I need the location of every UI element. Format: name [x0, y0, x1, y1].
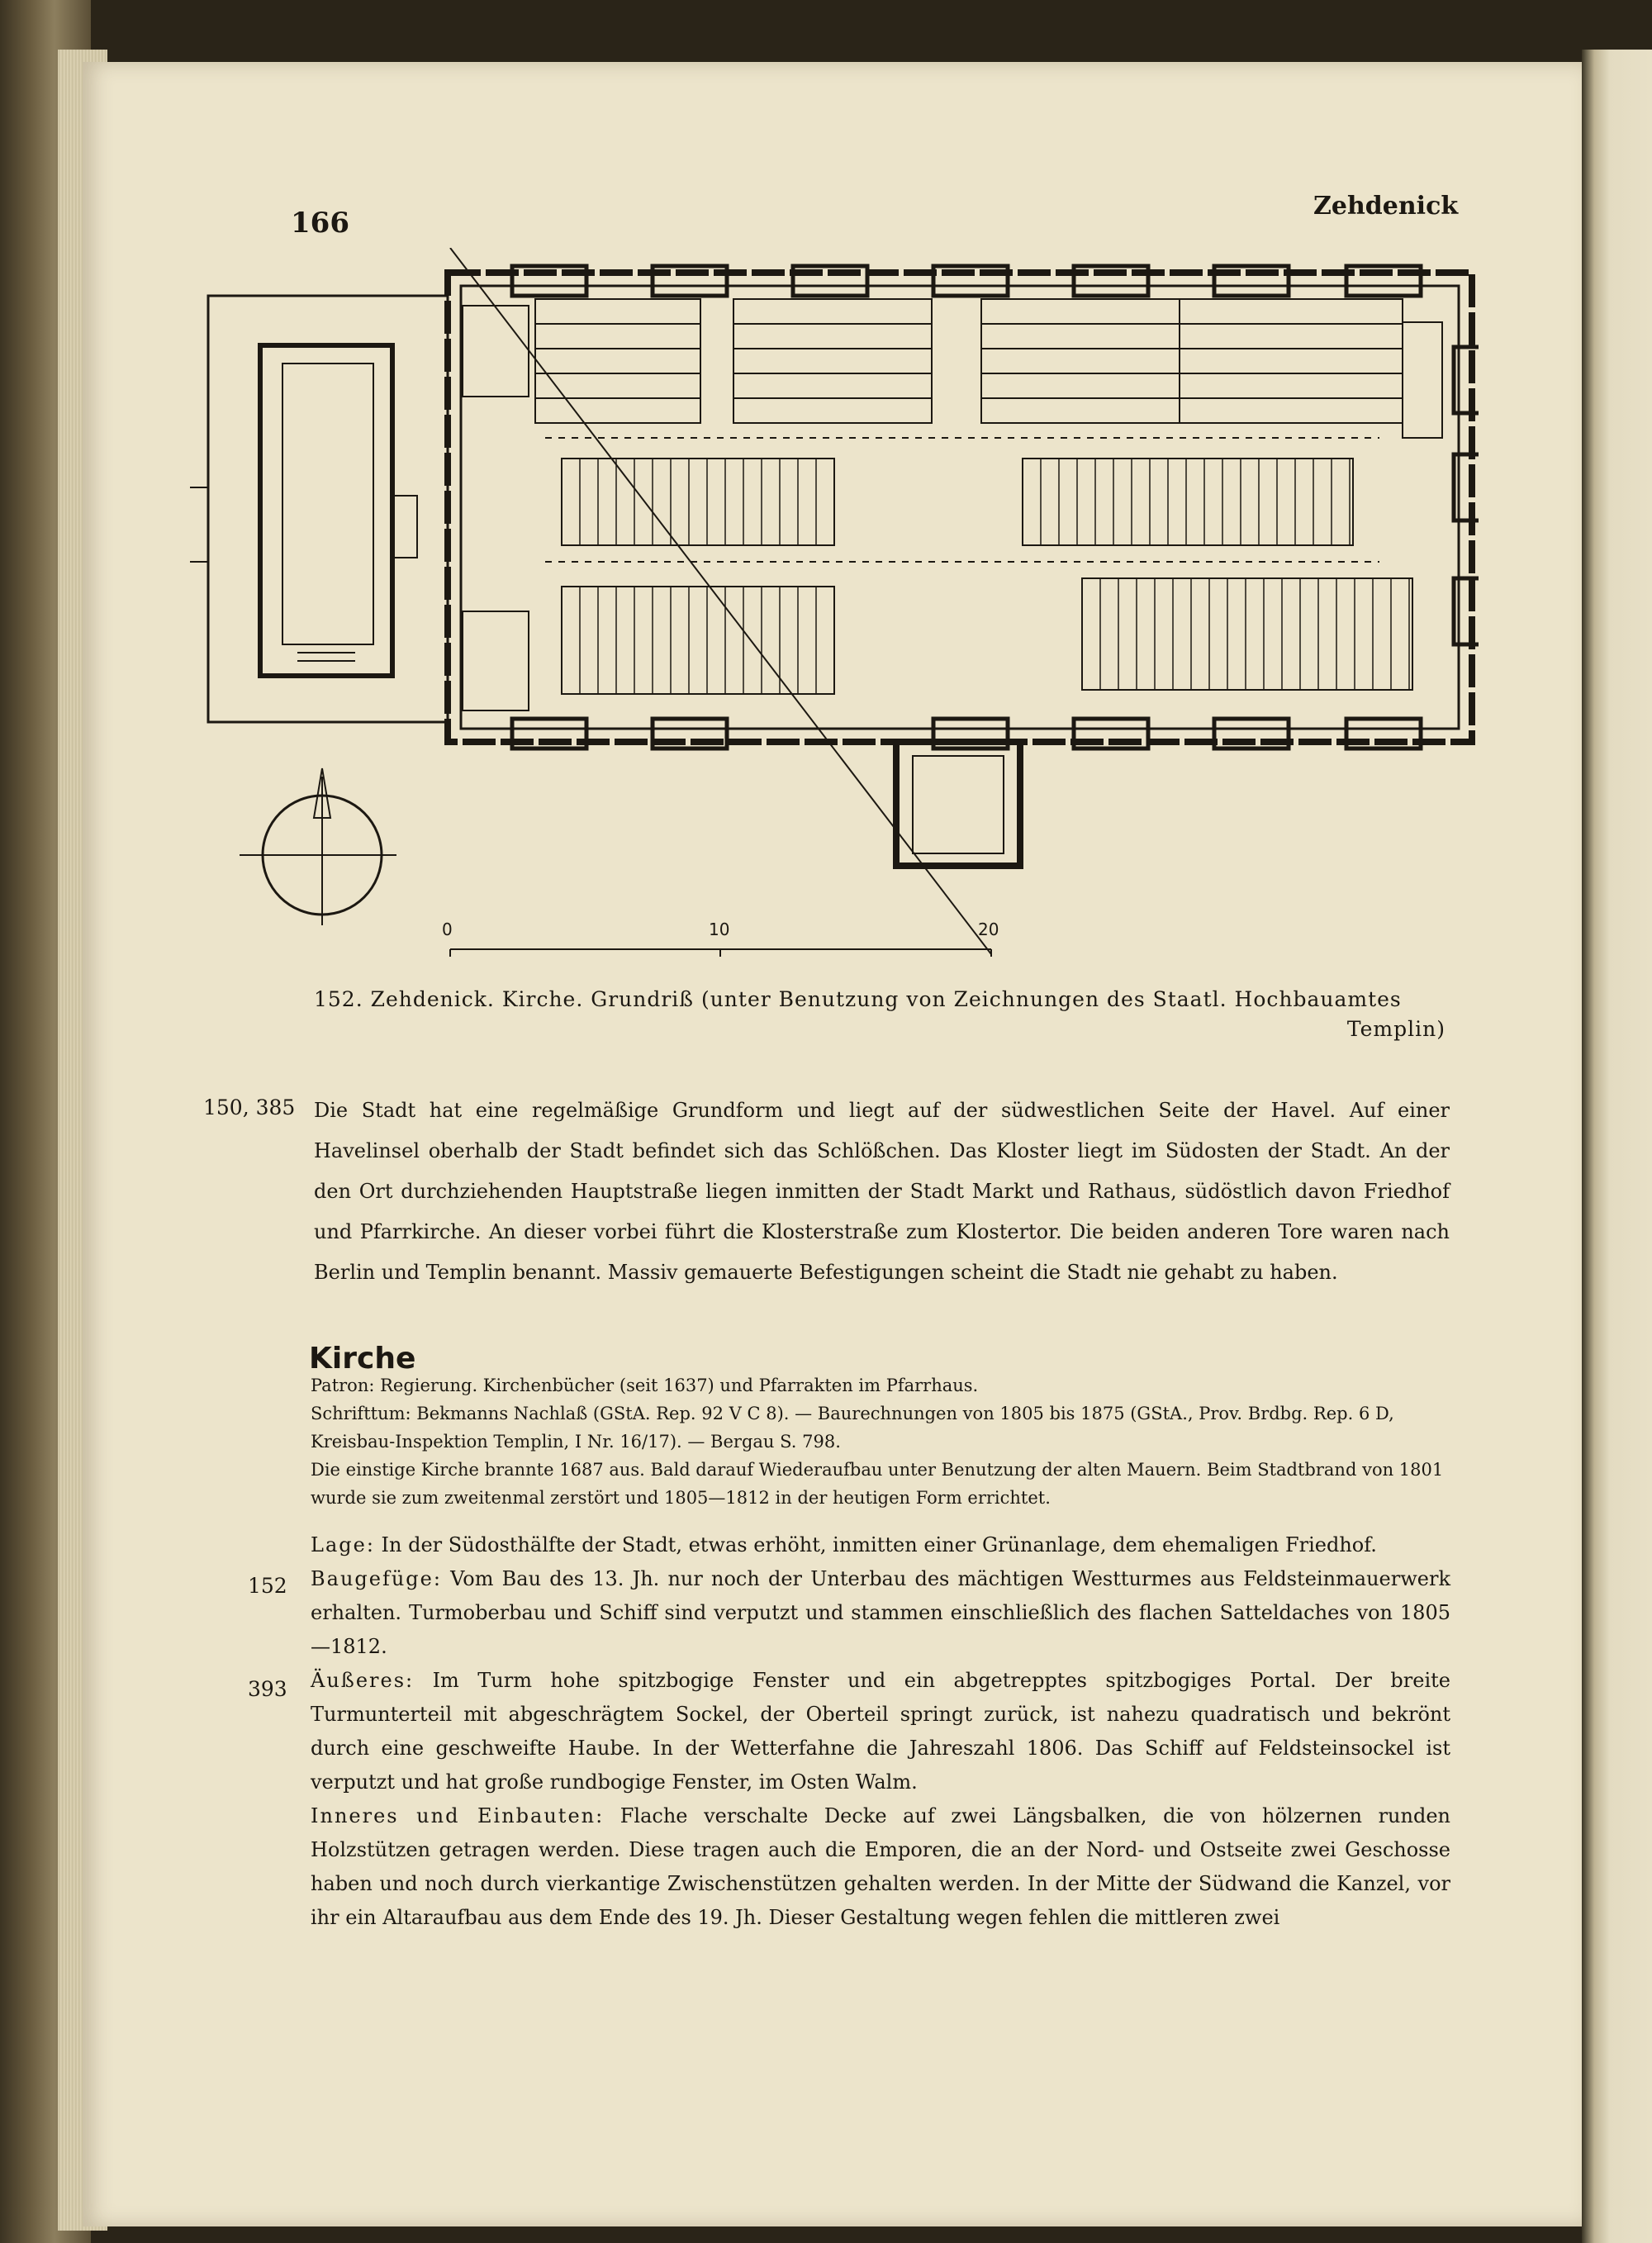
lage-label: Lage:	[311, 1533, 375, 1556]
page-number: 166	[291, 207, 349, 240]
aeusseres-paragraph	[311, 1664, 1450, 1799]
lage-paragraph	[311, 1528, 1450, 1562]
south-annex	[896, 742, 1020, 866]
scale-label-10: 10	[709, 920, 730, 939]
scale-label-20: 20	[978, 920, 999, 939]
schrifttum-line: Schrifttum: Bekmanns Nachlaß (GStA. Rep. 92 V C 8). — Baurechnungen von 1805 bis 1875 (GStA., Prov. Brdbg. Rep. 6 D, Kreisbau-Inspektion Templin, I Nr. 16/17). — Bergau S. 798.	[311, 1404, 1394, 1452]
caption-line-1: 152. Zehdenick. Kirche. Grundriß (unter Benutzung von Zeichnungen des Staatl. Hochbauamtes	[314, 987, 1402, 1011]
caption-line-2: Templin)	[1346, 1017, 1446, 1041]
margin-reference-baugefuege: 152	[248, 1574, 287, 1598]
inneres-paragraph	[311, 1799, 1450, 1935]
tower-outline	[208, 296, 448, 722]
figure-caption	[314, 985, 1446, 1044]
baugefuege-paragraph	[311, 1562, 1450, 1664]
scale-bar	[450, 248, 991, 954]
running-head: Zehdenick	[1313, 192, 1459, 221]
town-description	[314, 1091, 1450, 1293]
town-paragraph: Die Stadt hat eine regelmäßige Grundform und liegt auf der südwestlichen Seite der Havel. Auf einer Havelinsel oberhalb der Stadt befindet sich das Schlößchen. Das Kloster liegt im Südosten der Stadt. An der den Ort durchziehenden Hauptstraße liegen inmitten der Stadt Markt und Rathaus, südöstlich davon Friedhof und Pfarrkirche. An dieser vorbei führt die Klosterstraße zum Klostertor. Die beiden anderen Tore waren nach Berlin und Templin benannt. Massiv gemauerte Befestigungen scheint die Stadt nie gehabt zu haben.	[314, 1099, 1450, 1284]
history-line: Die einstige Kirche brannte 1687 aus. Bald darauf Wiederaufbau unter Benutzung der alten Mauern. Beim Stadtbrand von 1801 wurde sie zum zweitenmal zerstört und 1805—1812 in der heutigen Form errichtet.	[311, 1460, 1444, 1508]
patron-line: Patron: Regierung. Kirchenbücher (seit 1637) und Pfarrakten im Pfarrhaus.	[311, 1376, 979, 1395]
baugefuege-label: Baugefüge:	[311, 1567, 442, 1590]
church-sources	[311, 1371, 1450, 1512]
margin-reference-aeusseres: 393	[248, 1677, 287, 1701]
inneres-label: Inneres und Einbauten:	[311, 1804, 605, 1827]
church-description	[311, 1528, 1450, 1935]
church-floor-plan	[190, 248, 1479, 958]
aeusseres-label: Äußeres:	[311, 1669, 415, 1692]
facing-page-edge	[1582, 50, 1652, 2243]
lage-text: In der Südosthälfte der Stadt, etwas erhöht, inmitten einer Grünanlage, dem ehemaligen Friedhof.	[381, 1533, 1377, 1556]
margin-reference-town: 150, 385	[203, 1095, 296, 1119]
section-heading-kirche: Kirche	[309, 1342, 416, 1376]
scale-label-0: 0	[442, 920, 453, 939]
baugefuege-text: Vom Bau des 13. Jh. nur noch der Unterbau des mächtigen Westturmes aus Feldsteinmauerwerk erhalten. Turmoberbau und Schiff sind verputzt und stammen einschließlich des flachen Satteldaches von 1805—1812.	[311, 1567, 1450, 1658]
inneres-text: Flache verschalte Decke auf zwei Längsbalken, die von hölzernen runden Holzstützen getragen werden. Diese tragen auch die Emporen, die an der Nord- und Ostseite zwei Geschosse haben und noch durch vierkantige Zwischenstützen gehalten werden. In der Mitte der Südwand die Kanzel, vor ihr ein Altaraufbau aus dem Ende des 19. Jh. Dieser Gestaltung wegen fehlen die mittleren zwei	[311, 1804, 1450, 1929]
aeusseres-text: Im Turm hohe spitzbogige Fenster und ein abgetrepptes spitzbogiges Portal. Der breite Turmunterteil mit abgeschrägtem Sockel, der Oberteil springt zurück, ist nahezu quadratisch und bekrönt durch eine geschweifte Haube. In der Wetterfahne die Jahreszahl 1806. Das Schiff auf Feldsteinsockel ist verputzt und hat große rundbogige Fenster, im Osten Walm.	[311, 1669, 1450, 1794]
